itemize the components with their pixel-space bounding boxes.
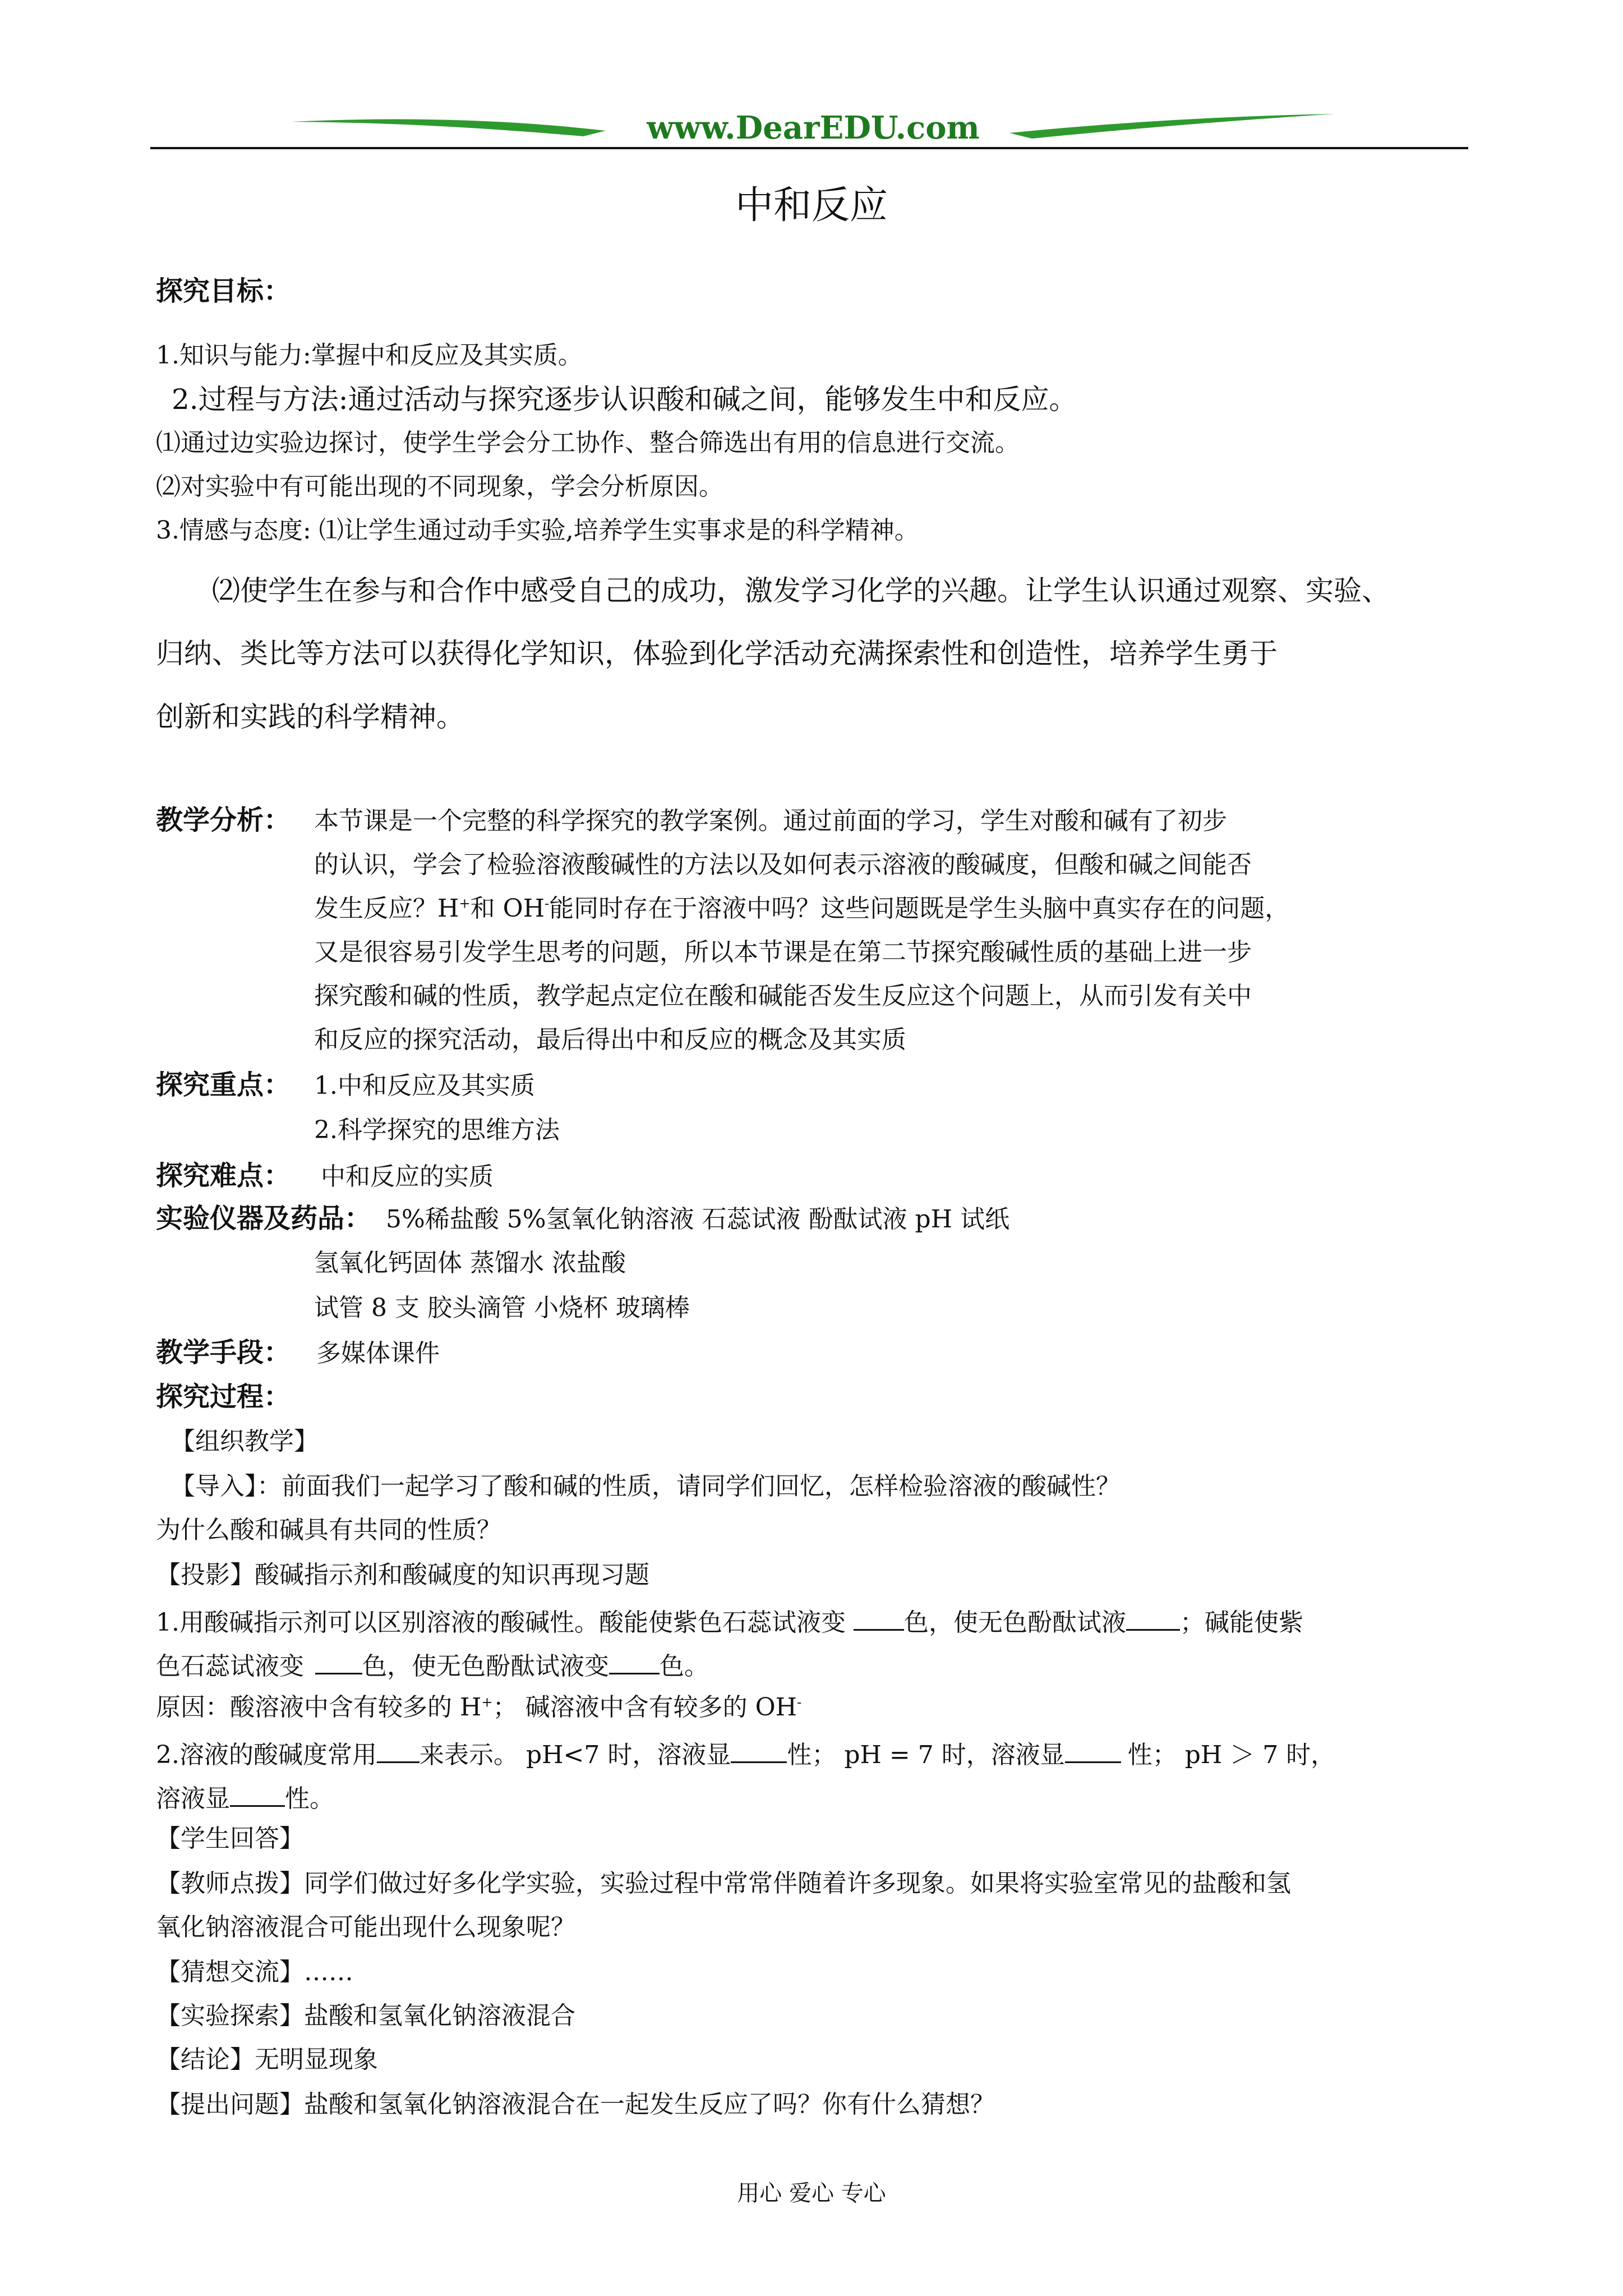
process-organize: 【组织教学】 bbox=[170, 1427, 319, 1456]
key-points-label: 探究重点： bbox=[156, 1069, 291, 1101]
goal-paragraph-line: ⑵使学生在参与和合作中感受自己的成功，激发学习化学的兴趣。让学生认识通过观察、实验、 bbox=[212, 574, 1390, 607]
conclusion: 【结论】无明显现象 bbox=[156, 2045, 378, 2074]
difficulty-label: 探究难点： bbox=[156, 1160, 291, 1191]
key-point-item: 2.科学探究的思维方法 bbox=[314, 1116, 560, 1144]
analysis-label: 教学分析： bbox=[156, 804, 291, 836]
goal-paragraph-line: 归纳、类比等方法可以获得化学知识，体验到化学活动充满探索性和创造性，培养学生勇于 bbox=[156, 637, 1278, 670]
analysis-line: 发生反应？H+和 OH-能同时存在于溶液中吗？这些问题既是学生头脑中真实存在的问题， bbox=[314, 894, 1290, 923]
means-text: 多媒体课件 bbox=[316, 1339, 440, 1368]
exercise-2-line: 溶液显 性。 bbox=[156, 1783, 334, 1811]
process-label: 探究过程： bbox=[156, 1381, 291, 1412]
exercise-1-reason: 原因：酸溶液中含有较多的 H+； 碱溶液中含有较多的 OH- bbox=[156, 1693, 802, 1722]
experiment-explore: 【实验探索】盐酸和氢氧化钠溶液混合 bbox=[156, 2001, 575, 2030]
goal-item: ⑴通过边实验边探讨，使学生学会分工协作、整合筛选出有用的信息进行交流。 bbox=[156, 429, 1020, 457]
analysis-line: 探究酸和碱的性质，教学起点定位在酸和碱能否发生反应这个问题上，从而引发有关中 bbox=[314, 982, 1252, 1010]
site-logo-banner bbox=[292, 109, 1335, 149]
process-intro-cont: 为什么酸和碱具有共同的性质？ bbox=[156, 1516, 501, 1544]
raise-question: 【提出问题】盐酸和氢氧化钠溶液混合在一起发生反应了吗？你有什么猜想？ bbox=[156, 2090, 995, 2119]
goal-item: ⑵对实验中有可能出现的不同现象，学会分析原因。 bbox=[156, 472, 723, 501]
site-logo-text: www.DearEDU.com bbox=[647, 109, 980, 146]
exercise-2-line: 2.溶液的酸碱度常用 来表示。 pH<7 时，溶液显 性； pH = 7 时，溶液显 性； pH ＞ 7 时， bbox=[156, 1739, 1335, 1768]
materials-line: 5%稀盐酸 5%氢氧化钠溶液 石蕊试液 酚酞试液 pH 试纸 bbox=[386, 1205, 1010, 1234]
exercise-1-line: 色石蕊试液变 色，使无色酚酞试液变 色。 bbox=[156, 1650, 709, 1679]
analysis-line: 本节课是一个完整的科学探究的教学案例。通过前面的学习，学生对酸和碱有了初步 bbox=[314, 807, 1227, 835]
materials-line: 试管 8 支 胶头滴管 小烧杯 玻璃棒 bbox=[314, 1294, 690, 1322]
difficulty-text: 中和反应的实质 bbox=[321, 1162, 494, 1191]
analysis-line: 的认识，学会了检验溶液酸碱性的方法以及如何表示溶液的酸碱度，但酸和碱之间能否 bbox=[314, 850, 1252, 879]
guess-exchange: 【猜想交流】…… bbox=[156, 1958, 353, 1986]
teacher-hint-cont: 氧化钠溶液混合可能出现什么现象呢？ bbox=[156, 1913, 575, 1941]
materials-label: 实验仪器及药品： bbox=[156, 1203, 372, 1234]
exercise-1-line: 1.用酸碱指示剂可以区别溶液的酸碱性。酸能使紫色石蕊试液变 色，使无色酚酞试液 ；碱能使紫 bbox=[156, 1607, 1303, 1635]
goal-item: 1.知识与能力:掌握中和反应及其实质。 bbox=[156, 341, 583, 370]
goal-item: 2.过程与方法:通过活动与探究逐步认识酸和碱之间，能够发生中和反应。 bbox=[172, 383, 1077, 416]
page-title: 中和反应 bbox=[735, 183, 888, 228]
header-rule bbox=[150, 147, 1468, 149]
analysis-line: 又是很容易引发学生思考的问题，所以本节课是在第二节探究酸碱性质的基础上进一步 bbox=[314, 938, 1252, 967]
teacher-hint: 【教师点拨】同学们做过好多化学实验，实验过程中常常伴随着许多现象。如果将实验室常见的盐酸和氢 bbox=[156, 1869, 1291, 1898]
goal-paragraph-line: 创新和实践的科学精神。 bbox=[156, 701, 464, 733]
means-label: 教学手段： bbox=[156, 1337, 291, 1368]
process-projection: 【投影】酸碱指示剂和酸碱度的知识再现习题 bbox=[156, 1561, 649, 1589]
materials-line: 氢氧化钙固体 蒸馏水 浓盐酸 bbox=[314, 1249, 626, 1277]
analysis-line: 和反应的探究活动，最后得出中和反应的概念及其实质 bbox=[314, 1025, 906, 1054]
page-footer: 用心 爱心 专心 bbox=[737, 2180, 886, 2206]
goal-item: 3.情感与态度: ⑴让学生通过动手实验,培养学生实事求是的科学精神。 bbox=[156, 516, 919, 545]
student-answer: 【学生回答】 bbox=[156, 1824, 304, 1853]
key-point-item: 1.中和反应及其实质 bbox=[314, 1071, 535, 1100]
goals-heading: 探究目标： bbox=[156, 275, 291, 307]
process-intro: 【导入】：前面我们一起学习了酸和碱的性质，请同学们回忆，怎样检验溶液的酸碱性？ bbox=[170, 1472, 1121, 1501]
